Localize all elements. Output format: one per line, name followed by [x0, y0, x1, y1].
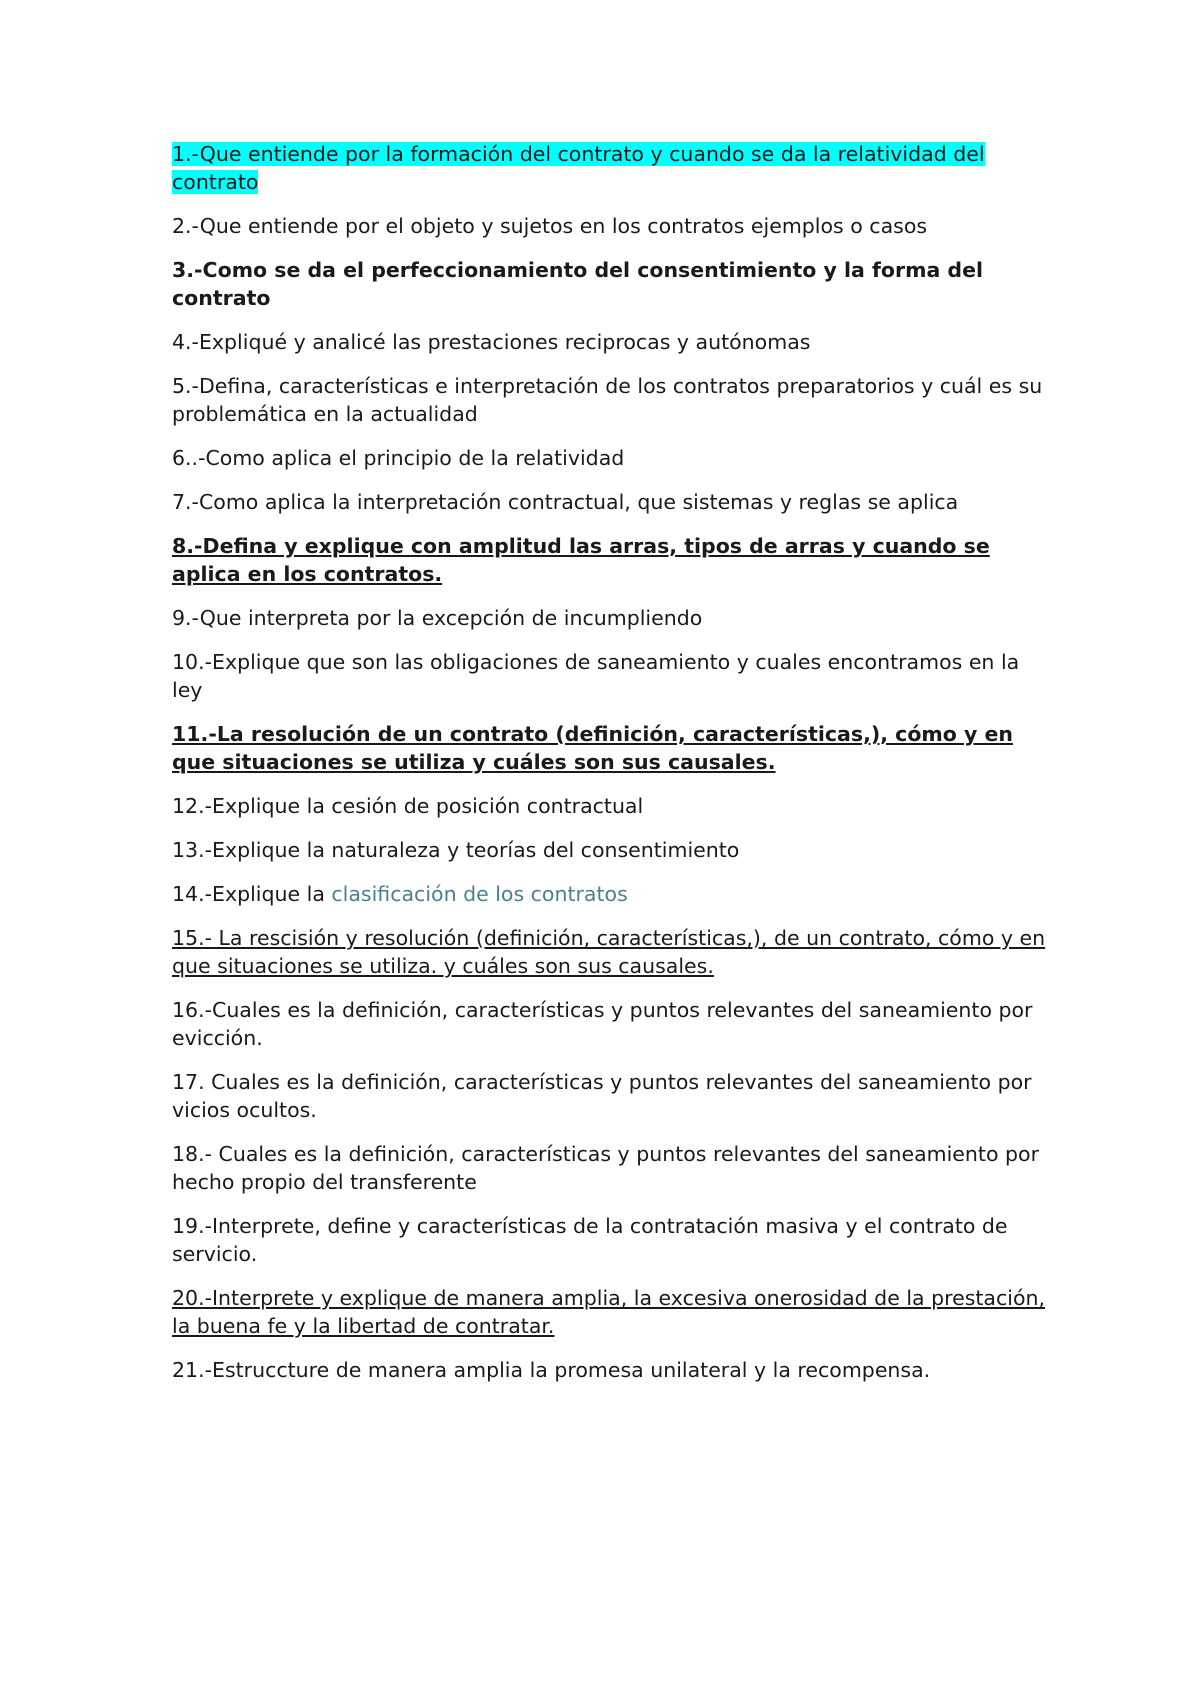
question-11: 11.-La resolución de un contrato (definición, características,), cómo y en que situaciones se utiliza y cuáles son sus causales. [172, 722, 1013, 774]
question-10: 10.-Explique que son las obligaciones de saneamiento y cuales encontramos en la ley [172, 650, 1020, 702]
question-21: 21.-Estruccture de manera amplia la promesa unilateral y la recompensa. [172, 1358, 931, 1382]
question-14 [172, 880, 1052, 908]
document-page [172, 140, 1052, 1400]
question-14-prefix: 14.-Explique la [172, 882, 332, 906]
question-4: 4.-Expliqué y analicé las prestaciones reciprocas y autónomas [172, 330, 811, 354]
question-13: 13.-Explique la naturaleza y teorías del consentimiento [172, 838, 740, 862]
question-5: 5.-Defina, características e interpretación de los contratos preparatorios y cuál es su problemática en la actualidad [172, 374, 1043, 426]
question-3: 3.-Como se da el perfeccionamiento del consentimiento y la forma del contrato [172, 258, 984, 310]
question-16: 16.-Cuales es la definición, características y puntos relevantes del saneamiento por evicción. [172, 998, 1033, 1050]
question-8: 8.-Defina y explique con amplitud las arras, tipos de arras y cuando se aplica en los contratos. [172, 534, 990, 586]
question-17: 17. Cuales es la definición, características y puntos relevantes del saneamiento por vicios ocultos. [172, 1070, 1032, 1122]
question-6: 6..-Como aplica el principio de la relatividad [172, 446, 625, 470]
question-18: 18.- Cuales es la definición, características y puntos relevantes del saneamiento por hecho propio del transferente [172, 1142, 1039, 1194]
question-9: 9.-Que interpreta por la excepción de incumpliendo [172, 606, 703, 630]
question-19: 19.-Interprete, define y características de la contratación masiva y el contrato de servicio. [172, 1214, 1008, 1266]
question-15: 15.- La rescisión y resolución (definición, características,), de un contrato, cómo y en que situaciones se utiliza. y cuáles son sus causales. [172, 926, 1046, 978]
question-12: 12.-Explique la cesión de posición contractual [172, 794, 644, 818]
clasificacion-link[interactable]: clasificación de los contratos [331, 882, 628, 906]
question-2: 2.-Que entiende por el objeto y sujetos en los contratos ejemplos o casos [172, 214, 928, 238]
question-1 [172, 140, 1052, 196]
question-7: 7.-Como aplica la interpretación contractual, que sistemas y reglas se aplica [172, 490, 959, 514]
highlighted-text: 1.-Que entiende por la formación del contrato y cuando se da la relatividad del contrato [172, 142, 985, 194]
question-20: 20.-Interprete y explique de manera amplia, la excesiva onerosidad de la prestación, la buena fe y la libertad de contratar. [172, 1286, 1046, 1338]
